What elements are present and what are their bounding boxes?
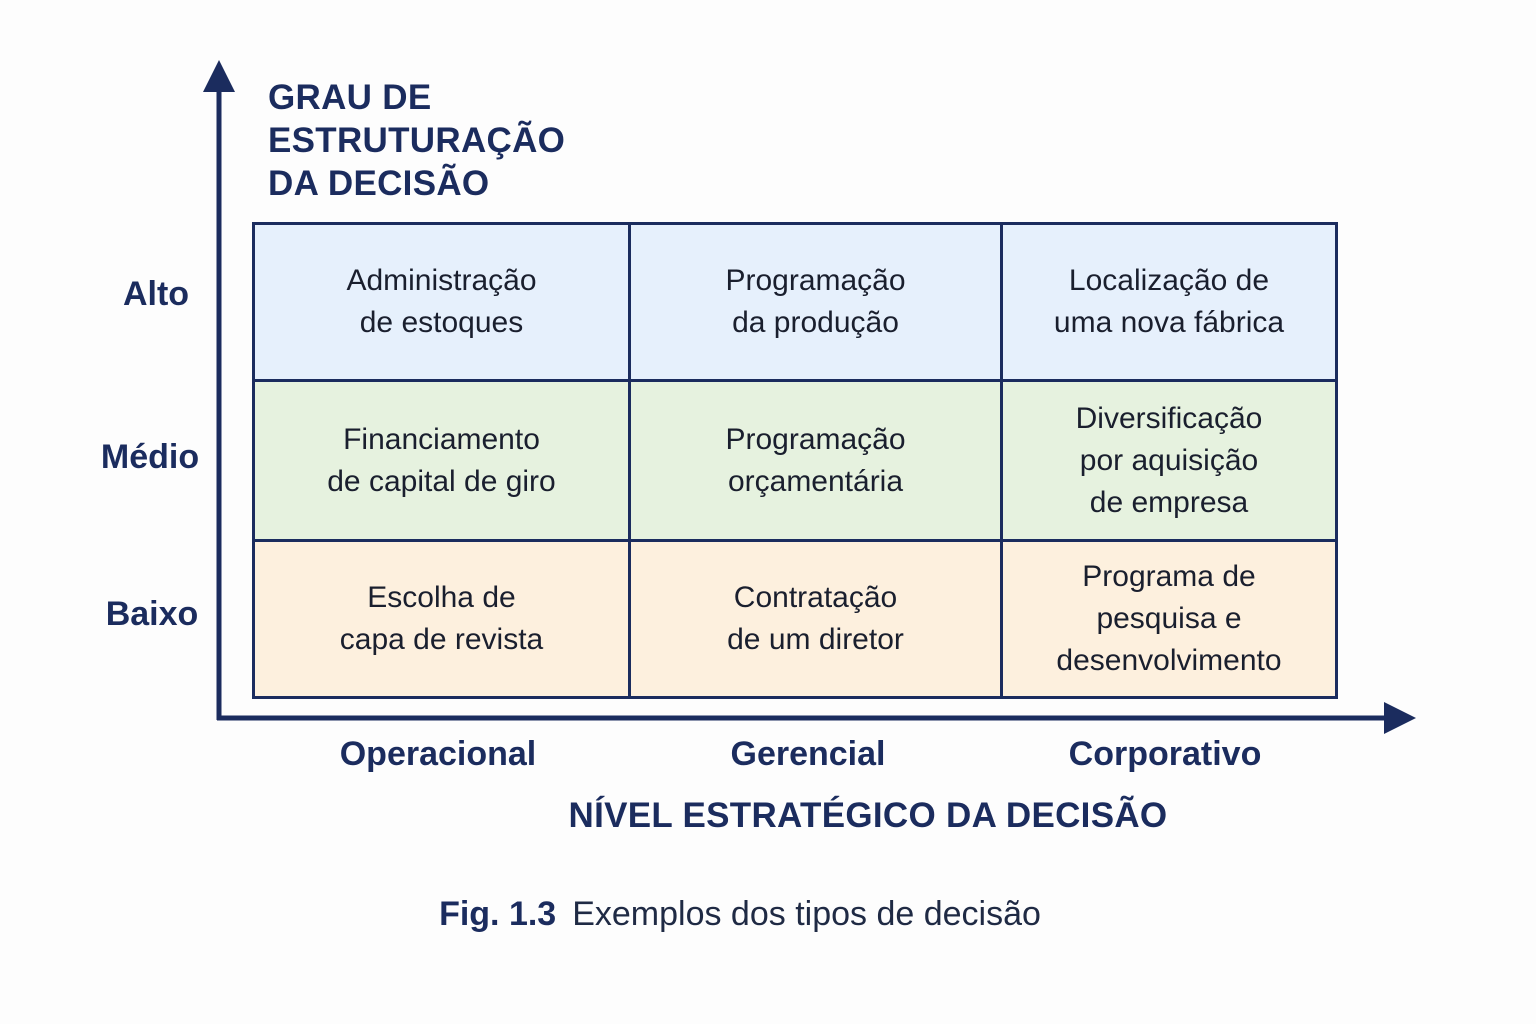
matrix-cell [631, 382, 1003, 542]
y-axis-title [268, 76, 568, 205]
matrix-cell-text: Diversificação por aquisição de empresa [1075, 401, 1263, 519]
matrix-cell-text: Escolha de capa de revista [339, 581, 544, 656]
x-level-label-corporativo: Corporativo [1068, 735, 1262, 773]
matrix-cell [631, 542, 1003, 696]
y-axis-title-line: DA DECISÃO [268, 164, 490, 203]
figure-caption-text: Exemplos dos tipos de decisão [572, 895, 1041, 933]
y-axis-arrowhead-icon [203, 60, 235, 92]
x-level-label-gerencial: Gerencial [730, 735, 886, 773]
y-level-label-medio: Médio [100, 438, 200, 476]
matrix-cell-text: Localização de uma nova fábrica [1053, 264, 1285, 339]
x-axis-title: NÍVEL ESTRATÉGICO DA DECISÃO [568, 796, 1168, 835]
matrix-cell [255, 225, 631, 382]
y-level-label-baixo: Baixo [105, 595, 199, 633]
matrix-cell [1003, 225, 1335, 382]
matrix-cell-text: Financiamento de capital de giro [327, 422, 556, 498]
matrix-cell-text: Administração de estoques [346, 264, 537, 339]
figure-number: Fig. 1.3 [439, 895, 557, 933]
figure-caption [340, 893, 1140, 935]
y-axis-title-line: GRAU DE [268, 78, 432, 117]
matrix-cell [631, 225, 1003, 382]
x-level-label-operacional: Operacional [339, 735, 537, 773]
matrix-cell [1003, 382, 1335, 542]
matrix-cell [255, 382, 631, 542]
matrix-cell-text: Programação da produção [725, 264, 906, 339]
matrix-cell [1003, 542, 1335, 696]
matrix-cell-text: Programação orçamentária [725, 422, 906, 498]
x-axis-arrowhead-icon [1384, 702, 1416, 734]
y-axis-title-line: ESTRUTURAÇÃO [268, 121, 566, 160]
decision-matrix [252, 222, 1338, 699]
matrix-cell-text: Programa de pesquisa e desenvolvimento [1056, 560, 1282, 677]
matrix-cell-text: Contratação de um diretor [727, 581, 904, 656]
matrix-cell [255, 542, 631, 696]
y-level-label-alto: Alto [122, 275, 190, 313]
